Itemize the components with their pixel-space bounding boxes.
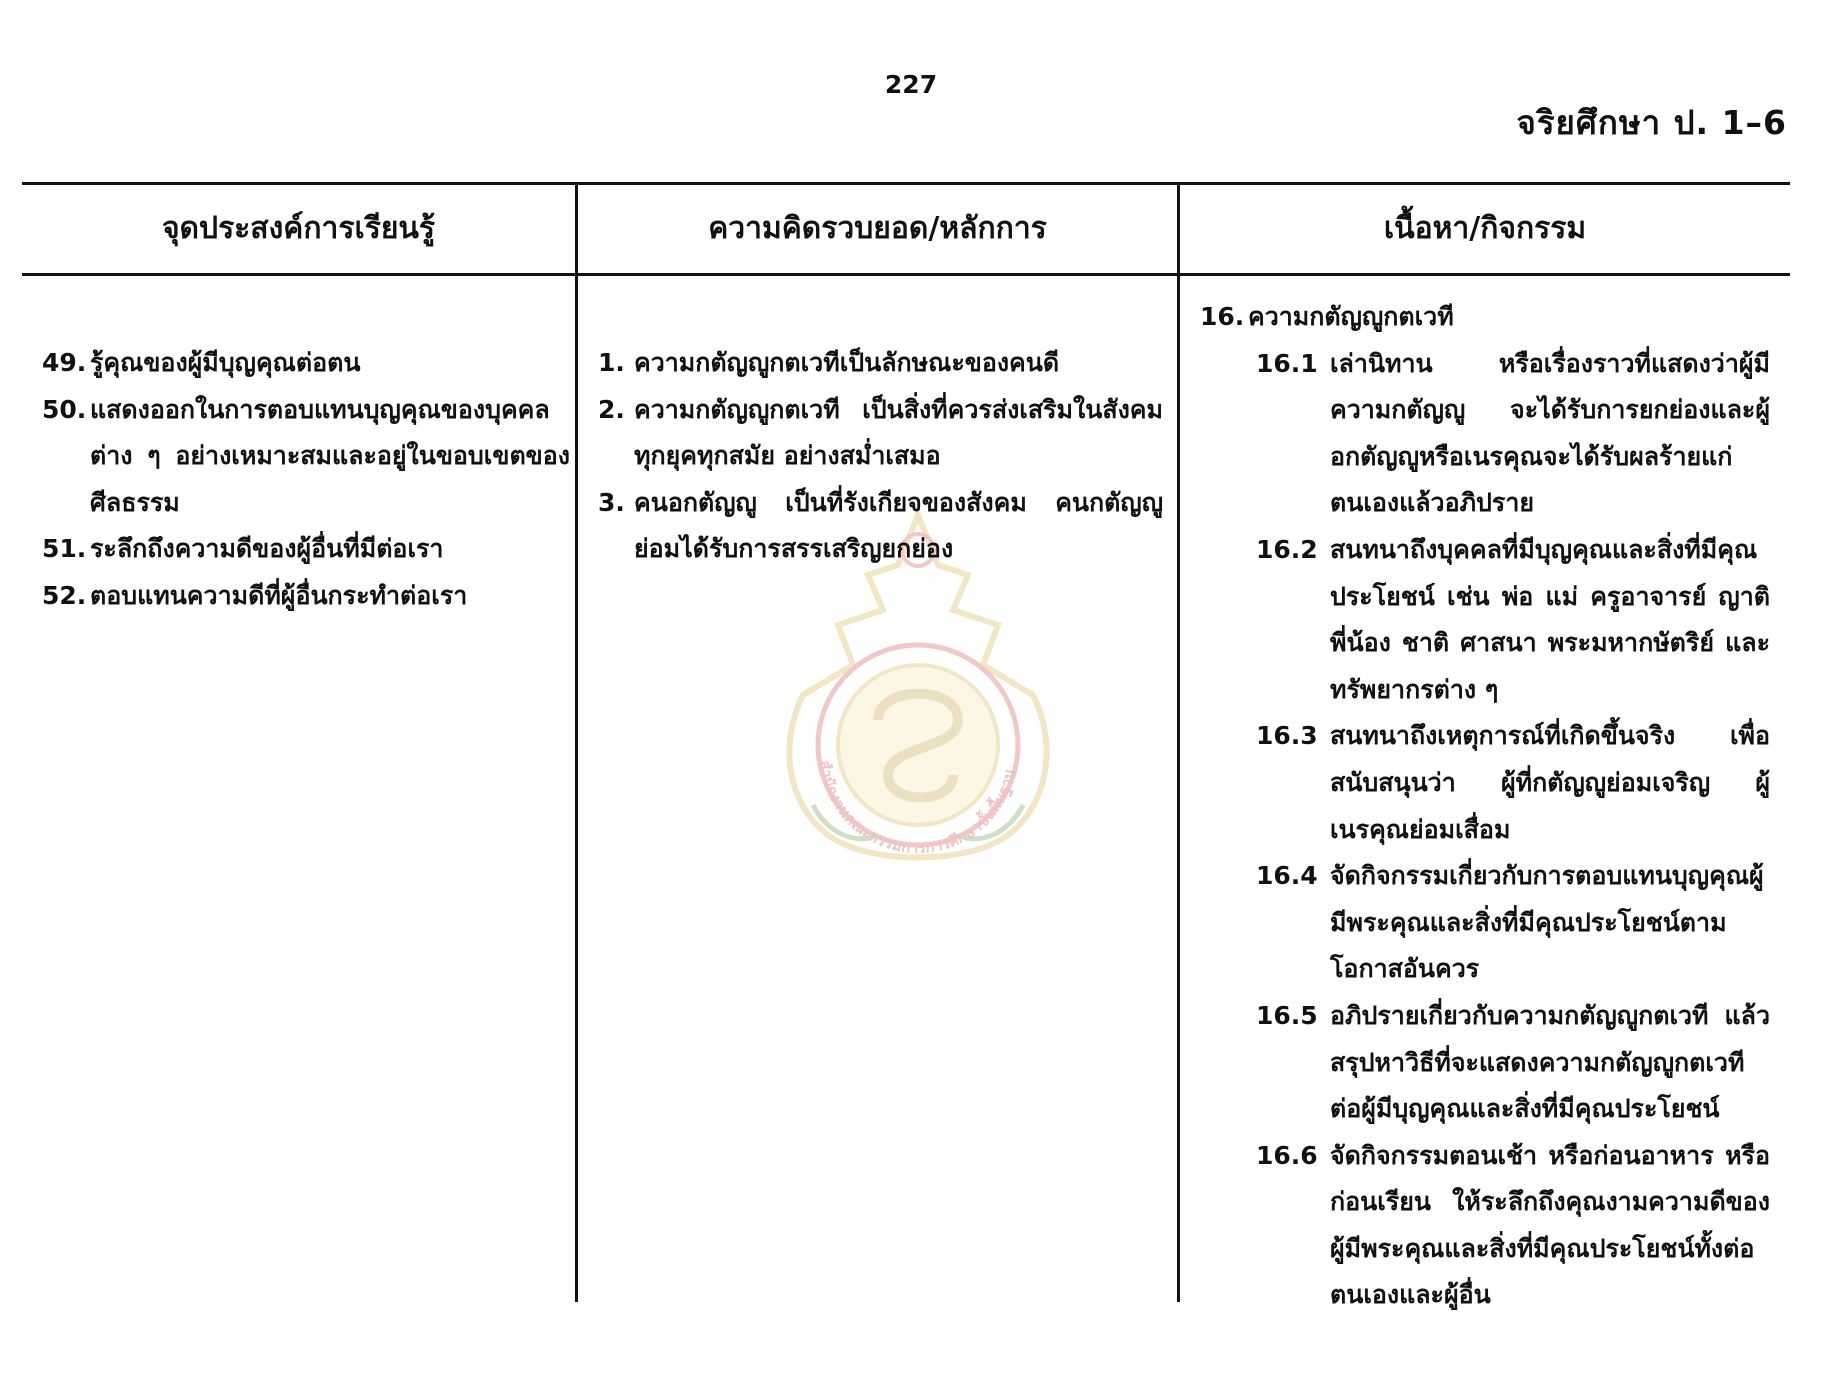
concepts-column [598, 340, 1163, 573]
list-item [42, 387, 570, 527]
column-header-content: เนื้อหา/กิจกรรม [1383, 211, 1587, 246]
item-number: 52. [42, 580, 87, 610]
list-item [1256, 713, 1770, 853]
item-number: 16.4 [1256, 861, 1318, 891]
item-text: รู้คุณของผู้มีบุญคุณต่อตน [90, 348, 361, 377]
item-number: 1. [598, 348, 625, 377]
list-item [1256, 1133, 1770, 1319]
item-text: ความกตัญญูกตเวทีเป็นลักษณะของคนดี [634, 348, 1060, 377]
item-text: จัดกิจกรรมเกี่ยวกับการตอบแทนบุญคุณผู้มีพระคุณและสิ่งที่มีคุณประโยชน์ตามโอกาสอันควร [1330, 861, 1764, 984]
column-divider [575, 182, 578, 1302]
item-text: ตอบแทนความดีที่ผู้อื่นกระทำต่อเรา [90, 580, 468, 610]
item-text: สนทนาถึงเหตุการณ์ที่เกิดขึ้นจริง เพื่อสนับสนุนว่า ผู้ที่กตัญญูย่อมเจริญ ผู้เนรคุณย่อมเสื่อม [1330, 721, 1770, 844]
list-item [598, 387, 1163, 480]
objectives-column [42, 340, 570, 620]
list-item [1256, 993, 1770, 1133]
item-text: สนทนาถึงบุคคลที่มีบุญคุณและสิ่งที่มีคุณประโยชน์ เช่น พ่อ แม่ ครูอาจารย์ ญาติ พี่น้อง ชาติ ศาสนา พระมหากษัตริย์ และทรัพยากรต่าง ๆ [1330, 534, 1770, 704]
item-number: 50. [42, 394, 87, 424]
item-number: 16.3 [1256, 721, 1318, 751]
emblem-leaves [813, 805, 1023, 839]
emblem-ring [818, 645, 1018, 845]
list-item [598, 340, 1163, 387]
item-text: เล่านิทาน หรือเรื่องราวที่แสดงว่าผู้มีความกตัญญู จะได้รับการยกย่องและผู้อกตัญญูหรือเนรคุณจะได้รับผลร้ายแก่ตนเองแล้วอภิปราย [1330, 348, 1770, 518]
list-item [598, 480, 1163, 573]
table-header-rule [22, 273, 1790, 276]
item-number: 16.1 [1256, 348, 1318, 378]
item-text: อภิปรายเกี่ยวกับความกตัญญูกตเวที แล้วสรุปหาวิธีที่จะแสดงความกตัญญูกตเวทีต่อผู้มีบุญคุณและสิ่งที่มีคุณประโยชน์ [1330, 1000, 1770, 1124]
item-number: 16.2 [1256, 534, 1318, 564]
emblem-arc-text: สำนักงานคณะกรรมการการศึกษาขั้นพื้นฐาน [815, 759, 1019, 858]
emblem-monogram [878, 694, 958, 798]
item-text: ความกตัญญูกตเวที เป็นสิ่งที่ควรส่งเสริมในสังคมทุกยุคทุกสมัย อย่างสม่ำเสมอ [634, 394, 1163, 471]
list-item [1256, 527, 1770, 713]
item-number: 51. [42, 534, 87, 564]
item-number: 2. [598, 394, 625, 424]
item-number: 3. [598, 487, 625, 517]
list-item [1256, 341, 1770, 527]
item-number: 49. [42, 348, 87, 377]
list-item [42, 573, 570, 620]
item-text: จัดกิจกรรมตอนเช้า หรือก่อนอาหาร หรือก่อนเรียน ให้ระลึกถึงคุณงามความดีของผู้มีพระคุณและสิ่งที่มีคุณประโยชน์ทั้งต่อตนเองและผู้อื่น [1330, 1140, 1770, 1310]
column-header-concepts: ความคิดรวบยอด/หลักการ [708, 211, 1047, 246]
item-number: 16.6 [1256, 1140, 1318, 1170]
column-divider [1177, 182, 1180, 1302]
list-item [1256, 853, 1770, 993]
list-item [42, 526, 570, 573]
item-number: 16.5 [1256, 1000, 1318, 1030]
heading-number: 16. [1200, 302, 1245, 331]
item-text: แสดงออกในการตอบแทนบุญคุณของบุคคลต่าง ๆ อย่างเหมาะสมและอยู่ในขอบเขตของศีลธรรม [90, 394, 570, 517]
heading-text: ความกตัญญูกตเวที [1248, 302, 1454, 331]
item-text: คนอกตัญญู เป็นที่รังเกียจของสังคม คนกตัญญูย่อมได้รับการสรรเสริญยกย่อง [634, 487, 1163, 564]
emblem-disc [838, 665, 998, 825]
content-column [1200, 294, 1770, 1319]
content-heading [1200, 294, 1770, 341]
page-number: 227 [884, 70, 938, 99]
column-header-objectives: จุดประสงค์การเรียนรู้ [161, 211, 436, 246]
item-text: ระลึกถึงความดีของผู้อื่นที่มีต่อเรา [90, 534, 444, 564]
list-item [42, 340, 570, 387]
table-top-rule [22, 182, 1790, 185]
running-head: จริยศึกษา ป. 1–6 [1516, 103, 1787, 142]
